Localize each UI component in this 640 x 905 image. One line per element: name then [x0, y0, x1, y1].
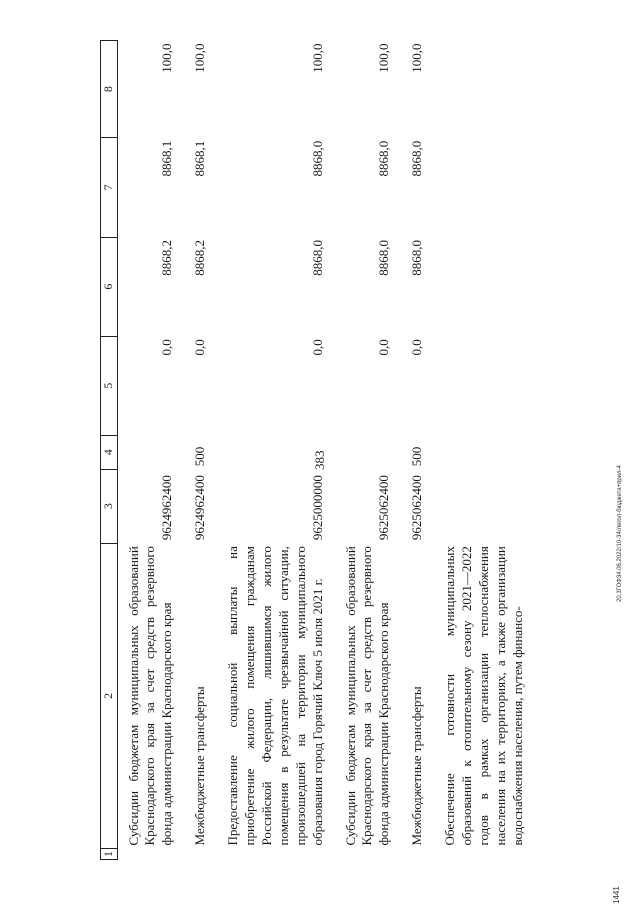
row-code: 9625000000 — [309, 475, 325, 541]
row-col7: 8868,0 — [409, 140, 425, 177]
row-code — [434, 469, 526, 543]
row-col6: 8868,2 — [159, 240, 175, 276]
header-col-4: 4 — [101, 435, 118, 469]
row-name: Предоставление социальной выплаты на приобретение жилого помещения гражданам Российской Федерации, лишившимся жилого помещения в результате чрезвычайной ситуации, произошедшей на территории муниципального образования город Горячий Ключ 5 июля 2021 г. — [225, 546, 325, 846]
table-row — [184, 41, 217, 860]
row-col6 — [434, 237, 526, 336]
row-col7 — [434, 138, 526, 237]
document-stamp: 20.3ГОФ34.06.2022/10-34/легол-бюджета+прил-4 — [617, 465, 623, 602]
table-header-row — [101, 41, 118, 860]
row-vr — [117, 435, 184, 469]
budget-table — [100, 40, 527, 860]
row-name: Межбюджетные трансферты — [409, 686, 425, 846]
row-name: Межбюджетные трансферты — [192, 686, 208, 846]
row-col8: 100,0 — [159, 43, 175, 73]
row-col7: 8868,0 — [376, 140, 392, 177]
table-row — [217, 41, 334, 860]
row-col7: 8868,1 — [192, 140, 208, 177]
row-col8: 100,0 — [409, 43, 425, 73]
row-vr: 500 — [192, 446, 208, 467]
table-row — [401, 41, 434, 860]
rotated-page-content — [100, 40, 600, 860]
row-col8: 100,0 — [192, 43, 208, 73]
row-col8 — [434, 41, 526, 138]
table-row — [434, 41, 526, 860]
row-code: 9625062400 — [376, 475, 392, 541]
page-counter-stamp: 1441 — [612, 886, 621, 904]
row-vr — [217, 435, 334, 469]
row-code: 9625062400 — [409, 475, 425, 541]
row-name: Субсидии бюджетам муниципальных образований Краснодарского края за счет средств резервного фонда администрации Краснодарского края — [125, 546, 175, 846]
row-col6: 8868,0 — [376, 240, 392, 276]
row-code: 9624962400 — [159, 475, 175, 541]
table-row — [117, 41, 184, 860]
header-col-2: 2 — [101, 543, 118, 848]
row-col6: 8868,2 — [192, 240, 208, 276]
row-vr — [335, 435, 402, 469]
page-number: 383 — [312, 450, 327, 470]
row-vr: 500 — [409, 446, 425, 467]
row-col8: 100,0 — [376, 43, 392, 73]
row-col5: 0,0 — [376, 339, 392, 356]
header-col-5: 5 — [101, 336, 118, 435]
row-col6: 8868,0 — [409, 240, 425, 276]
row-code: 9624962400 — [192, 475, 208, 541]
row-col5: 0,0 — [159, 339, 175, 356]
row-vr — [434, 435, 526, 469]
row-name: Субсидии бюджетам муниципальных образований Краснодарского края за счет средств резервного фонда администрации Краснодарского края — [342, 546, 392, 846]
header-col-6: 6 — [101, 237, 118, 336]
row-col6: 8868,0 — [309, 240, 325, 276]
row-name: Обеспечение готовности муниципальных образований к отопительному сезону 2021—2022 годов в рамках организации теплоснабжения населения на их территориях, а также организации водоснабжения населения, путем финансо- — [442, 546, 525, 846]
row-col8: 100,0 — [309, 43, 325, 73]
header-col-1: 1 — [101, 849, 118, 860]
row-col7: 8868,1 — [159, 140, 175, 177]
header-col-3: 3 — [101, 469, 118, 543]
table-row — [335, 41, 402, 860]
row-col7: 8868,0 — [309, 140, 325, 177]
row-col5: 0,0 — [409, 339, 425, 356]
row-col5: 0,0 — [309, 339, 325, 356]
row-col5 — [434, 336, 526, 435]
header-col-8: 8 — [101, 41, 118, 138]
row-col5: 0,0 — [192, 339, 208, 356]
header-col-7: 7 — [101, 138, 118, 237]
